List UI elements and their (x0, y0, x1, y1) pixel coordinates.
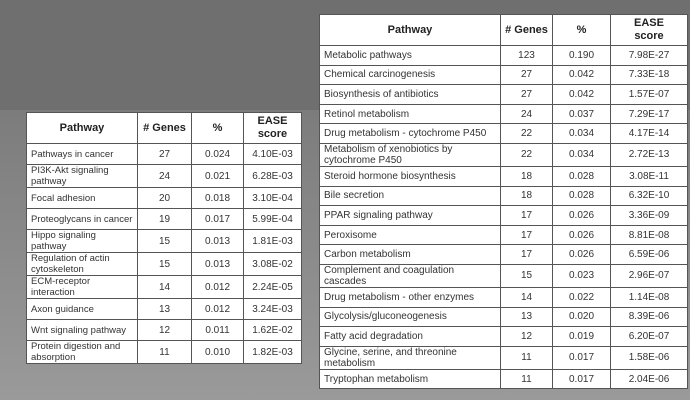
pathway-cell: Steroid hormone biosynthesis (320, 166, 501, 186)
table-row (320, 327, 688, 347)
right-pathway-table (319, 14, 688, 389)
pathway-cell: Axon guidance (27, 299, 138, 320)
table-row (320, 186, 688, 206)
pathway-cell: Carbon metabolism (320, 245, 501, 265)
genes-cell: 11 (501, 369, 553, 389)
percent-cell: 0.042 (553, 65, 611, 85)
table-row (320, 104, 688, 124)
table-row (320, 46, 688, 66)
pathway-cell: Complement and coagulation cascades (320, 264, 501, 287)
ease-header-line1: EASE (634, 17, 664, 29)
ease-header (244, 113, 302, 144)
genes-cell: 15 (138, 230, 192, 253)
pathway-header: Pathway (320, 15, 501, 46)
percent-cell: 0.013 (192, 230, 244, 253)
ease-score-cell: 3.08E-11 (611, 166, 688, 186)
genes-cell: 20 (138, 188, 192, 209)
ease-score-cell: 3.36E-09 (611, 206, 688, 226)
ease-score-cell: 7.98E-27 (611, 46, 688, 66)
percent-header: % (553, 15, 611, 46)
left-table-body (27, 144, 302, 364)
ease-score-cell: 6.28E-03 (244, 165, 302, 188)
genes-cell: 27 (501, 85, 553, 105)
percent-cell: 0.018 (192, 188, 244, 209)
table-row (27, 299, 302, 320)
ease-score-cell: 3.10E-04 (244, 188, 302, 209)
table-row (320, 287, 688, 307)
percent-cell: 0.024 (192, 144, 244, 165)
percent-cell: 0.034 (553, 124, 611, 144)
pathway-header: Pathway (27, 113, 138, 144)
ease-header-line2: score (634, 30, 664, 42)
percent-cell: 0.012 (192, 276, 244, 299)
table-row (320, 346, 688, 369)
table-row (27, 253, 302, 276)
ease-score-cell: 3.24E-03 (244, 299, 302, 320)
pathway-cell: Glycolysis/gluconeogenesis (320, 307, 501, 327)
table-row (320, 307, 688, 327)
genes-cell: 17 (501, 245, 553, 265)
percent-cell: 0.011 (192, 320, 244, 341)
table-row (320, 369, 688, 389)
ease-score-cell: 2.96E-07 (611, 264, 688, 287)
percent-cell: 0.190 (553, 46, 611, 66)
percent-cell: 0.034 (553, 143, 611, 166)
percent-header: % (192, 113, 244, 144)
pathway-cell: Focal adhesion (27, 188, 138, 209)
percent-cell: 0.017 (553, 346, 611, 369)
genes-cell: 17 (501, 206, 553, 226)
genes-cell: 11 (138, 341, 192, 364)
ease-score-cell: 3.08E-02 (244, 253, 302, 276)
ease-header-line1: EASE (257, 115, 288, 127)
ease-score-cell: 8.39E-06 (611, 307, 688, 327)
pathway-cell: Protein digestion and absorption (27, 341, 138, 364)
left-pathway-table (26, 112, 302, 364)
pathway-cell: PI3K-Akt signaling pathway (27, 165, 138, 188)
genes-cell: 24 (501, 104, 553, 124)
table-row (320, 166, 688, 186)
percent-cell: 0.028 (553, 186, 611, 206)
pathway-cell: Proteoglycans in cancer (27, 209, 138, 230)
pathway-cell: Drug metabolism - cytochrome P450 (320, 124, 501, 144)
percent-cell: 0.026 (553, 206, 611, 226)
pathway-cell: Tryptophan metabolism (320, 369, 501, 389)
pathway-cell: Drug metabolism - other enzymes (320, 287, 501, 307)
pathway-cell: Bile secretion (320, 186, 501, 206)
genes-cell: 13 (501, 307, 553, 327)
ease-score-cell: 1.82E-03 (244, 341, 302, 364)
pathway-cell: Wnt signaling pathway (27, 320, 138, 341)
table-row (27, 230, 302, 253)
ease-score-cell: 4.17E-14 (611, 124, 688, 144)
genes-cell: 22 (501, 143, 553, 166)
percent-cell: 0.010 (192, 341, 244, 364)
ease-score-cell: 2.72E-13 (611, 143, 688, 166)
percent-cell: 0.017 (192, 209, 244, 230)
table-header-row (320, 15, 688, 46)
genes-cell: 15 (501, 264, 553, 287)
genes-cell: 18 (501, 166, 553, 186)
pathway-cell: Fatty acid degradation (320, 327, 501, 347)
table-row (320, 245, 688, 265)
ease-score-cell: 1.81E-03 (244, 230, 302, 253)
pathway-cell: Hippo signaling pathway (27, 230, 138, 253)
ease-score-cell: 6.20E-07 (611, 327, 688, 347)
genes-cell: 17 (501, 225, 553, 245)
table-row (27, 165, 302, 188)
table-row (320, 143, 688, 166)
ease-score-cell: 6.59E-06 (611, 245, 688, 265)
ease-header-line2: score (257, 128, 288, 140)
percent-cell: 0.028 (553, 166, 611, 186)
table-row (27, 276, 302, 299)
table-row (27, 341, 302, 364)
percent-cell: 0.019 (553, 327, 611, 347)
percent-cell: 0.013 (192, 253, 244, 276)
genes-cell: 13 (138, 299, 192, 320)
ease-score-cell: 7.33E-18 (611, 65, 688, 85)
genes-cell: 18 (501, 186, 553, 206)
genes-cell: 14 (501, 287, 553, 307)
genes-cell: 27 (501, 65, 553, 85)
ease-score-cell: 2.24E-05 (244, 276, 302, 299)
genes-cell: 24 (138, 165, 192, 188)
percent-cell: 0.021 (192, 165, 244, 188)
pathway-cell: Biosynthesis of antibiotics (320, 85, 501, 105)
ease-score-cell: 1.62E-02 (244, 320, 302, 341)
pathway-cell: Metabolism of xenobiotics by cytochrome P450 (320, 143, 501, 166)
table-row (27, 144, 302, 165)
ease-score-cell: 6.32E-10 (611, 186, 688, 206)
ease-score-cell: 1.14E-08 (611, 287, 688, 307)
table-row (27, 320, 302, 341)
table-row (320, 225, 688, 245)
percent-cell: 0.022 (553, 287, 611, 307)
pathway-cell: PPAR signaling pathway (320, 206, 501, 226)
ease-score-cell: 1.57E-07 (611, 85, 688, 105)
ease-score-cell: 4.10E-03 (244, 144, 302, 165)
genes-cell: 15 (138, 253, 192, 276)
table-row (320, 124, 688, 144)
pathway-cell: Metabolic pathways (320, 46, 501, 66)
table-row (27, 209, 302, 230)
pathway-cell: ECM-receptor interaction (27, 276, 138, 299)
ease-score-cell: 7.29E-17 (611, 104, 688, 124)
genes-cell: 19 (138, 209, 192, 230)
ease-score-cell: 1.58E-06 (611, 346, 688, 369)
genes-cell: 22 (501, 124, 553, 144)
table-header-row (27, 113, 302, 144)
ease-header (611, 15, 688, 46)
pathway-cell: Chemical carcinogenesis (320, 65, 501, 85)
pathway-cell: Regulation of actin cytoskeleton (27, 253, 138, 276)
right-table-body (320, 46, 688, 389)
ease-score-cell: 2.04E-06 (611, 369, 688, 389)
percent-cell: 0.017 (553, 369, 611, 389)
table-row (320, 85, 688, 105)
percent-cell: 0.012 (192, 299, 244, 320)
pathway-cell: Retinol metabolism (320, 104, 501, 124)
percent-cell: 0.026 (553, 225, 611, 245)
ease-score-cell: 8.81E-08 (611, 225, 688, 245)
table-row (320, 264, 688, 287)
genes-cell: 11 (501, 346, 553, 369)
percent-cell: 0.026 (553, 245, 611, 265)
genes-cell: 12 (138, 320, 192, 341)
genes-cell: 14 (138, 276, 192, 299)
table-row (27, 188, 302, 209)
pathway-cell: Peroxisome (320, 225, 501, 245)
pathway-cell: Glycine, serine, and threonine metabolism (320, 346, 501, 369)
percent-cell: 0.020 (553, 307, 611, 327)
percent-cell: 0.037 (553, 104, 611, 124)
table-row (320, 206, 688, 226)
percent-cell: 0.042 (553, 85, 611, 105)
ease-score-cell: 5.99E-04 (244, 209, 302, 230)
table-row (320, 65, 688, 85)
genes-cell: 12 (501, 327, 553, 347)
genes-header: # Genes (501, 15, 553, 46)
genes-cell: 27 (138, 144, 192, 165)
genes-cell: 123 (501, 46, 553, 66)
genes-header: # Genes (138, 113, 192, 144)
pathway-cell: Pathways in cancer (27, 144, 138, 165)
percent-cell: 0.023 (553, 264, 611, 287)
